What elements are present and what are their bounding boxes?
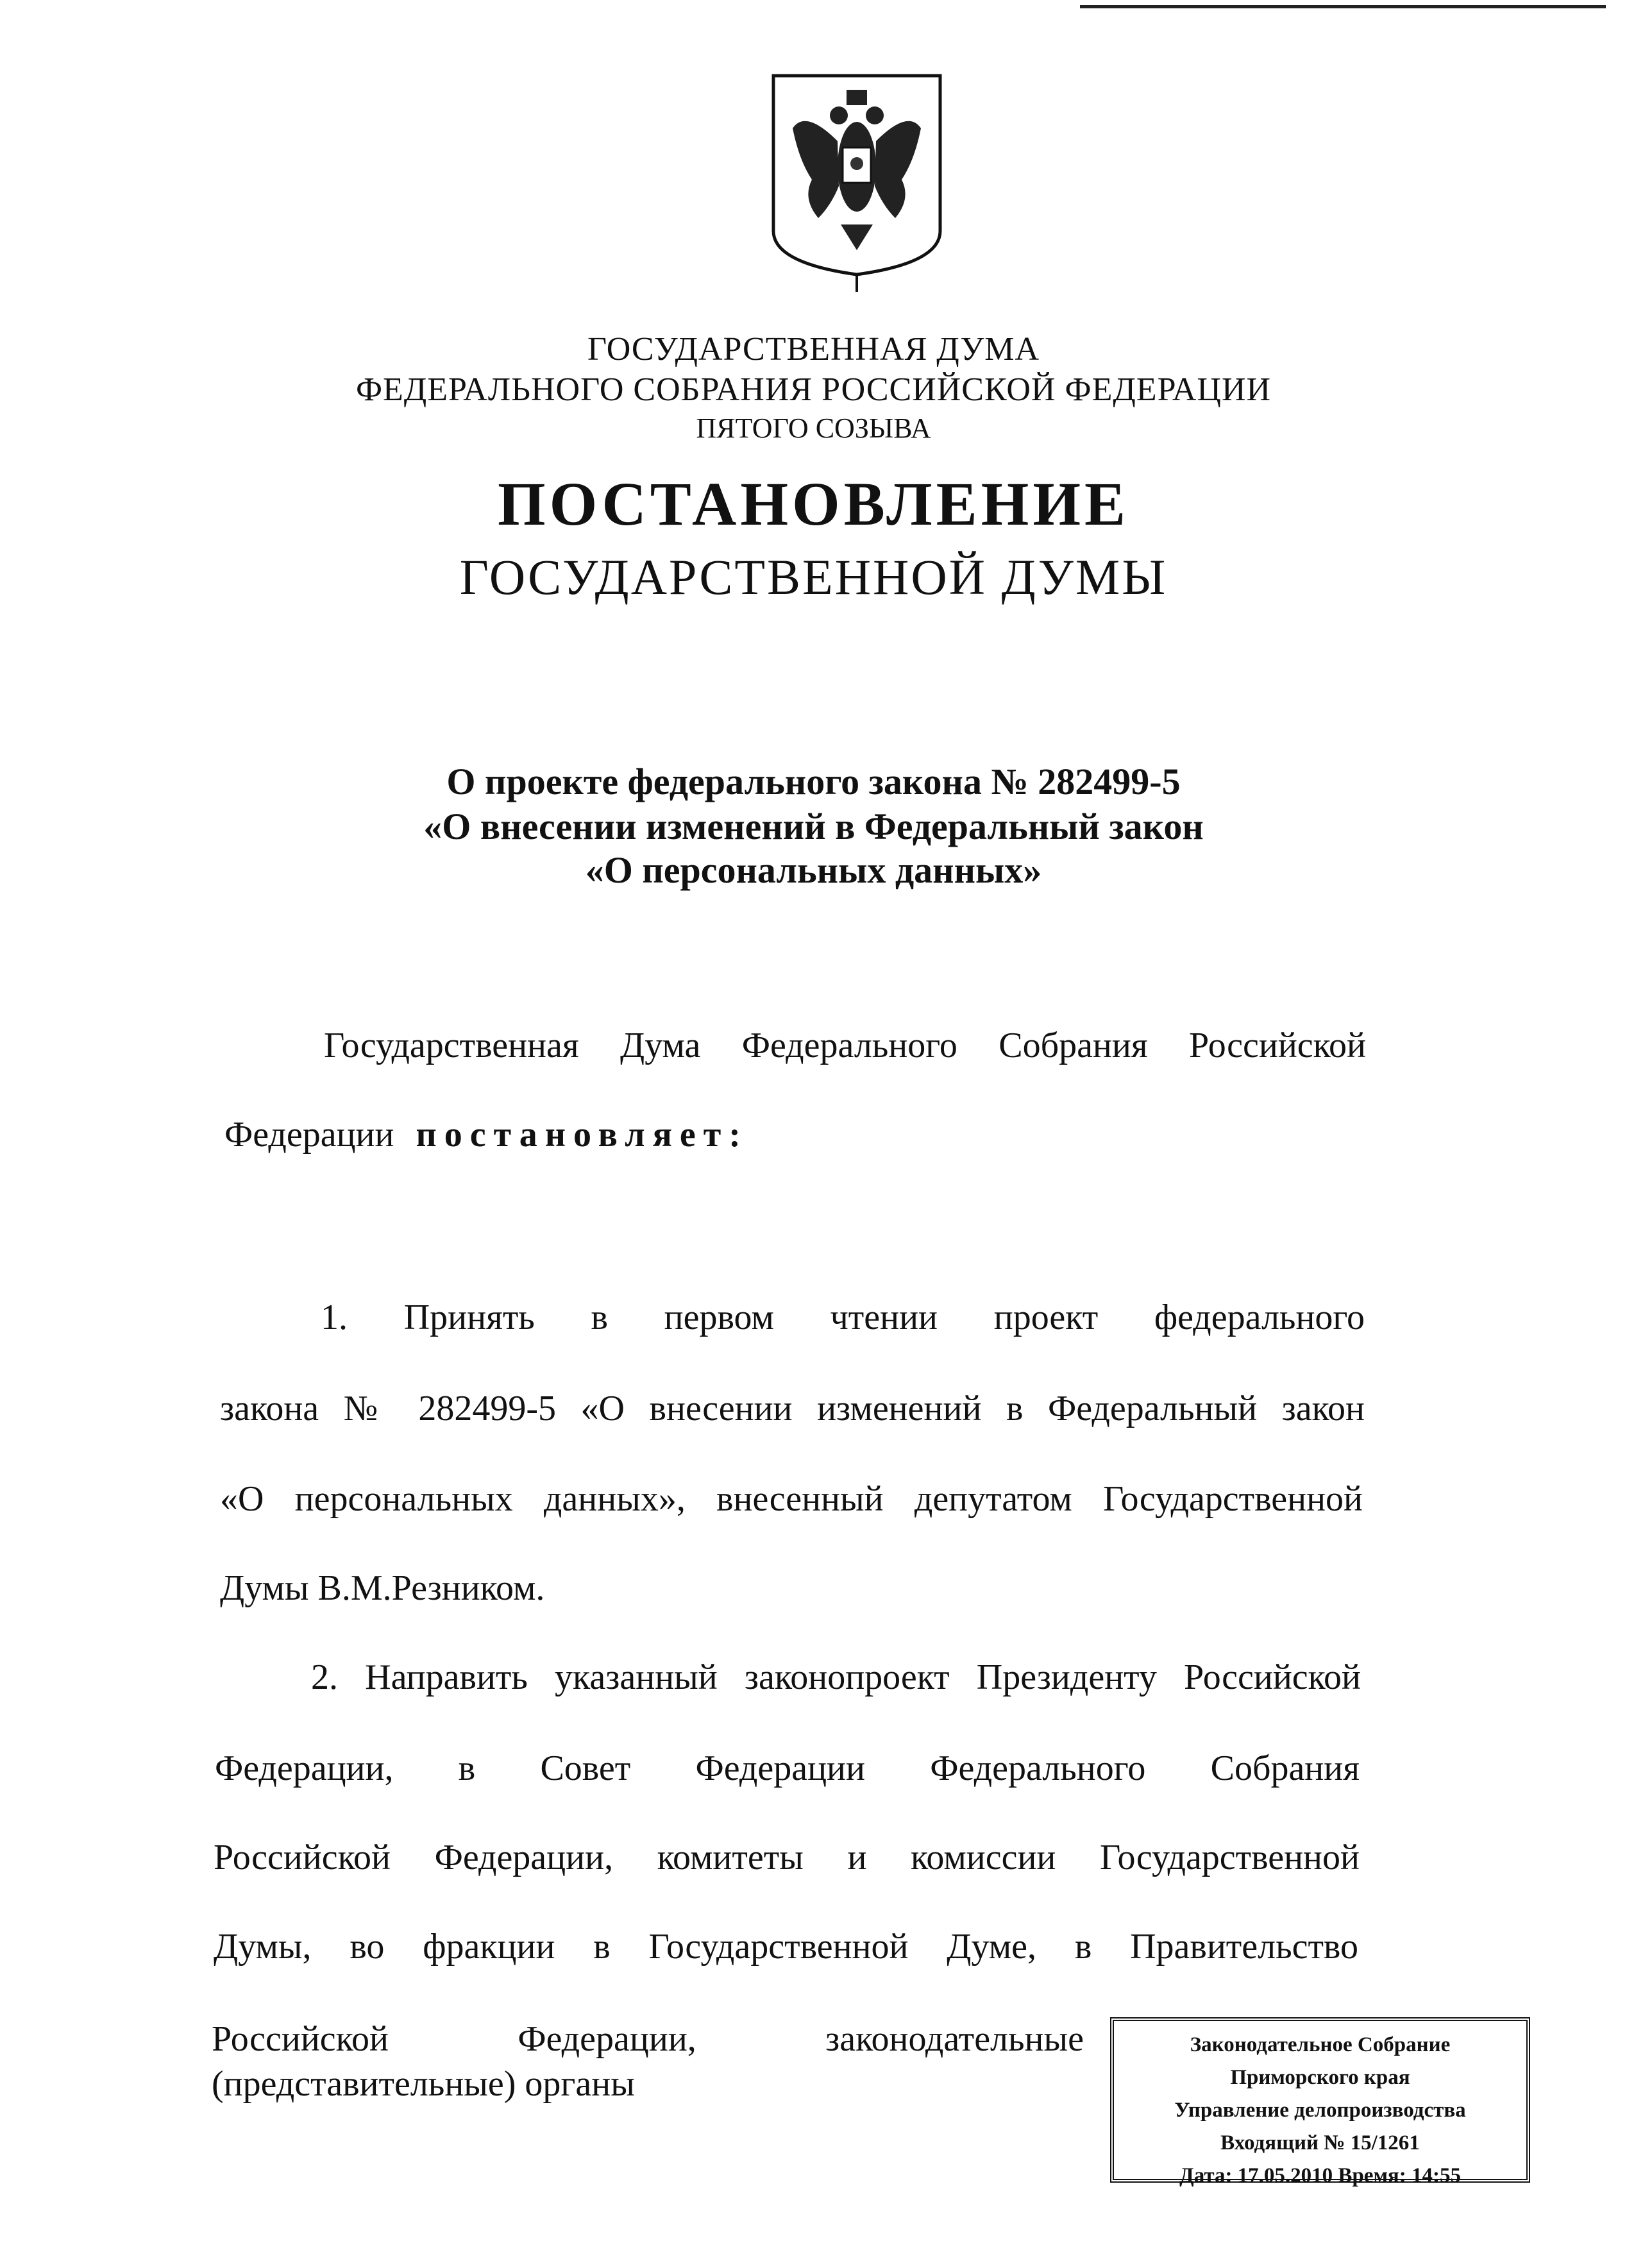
paragraph-2-line: Думы, во фракции в Государственной Думе, в Правительство	[214, 1927, 1358, 1967]
intro-line-2	[224, 1112, 748, 1157]
stamp-department: Управление делопроизводства	[1174, 2099, 1466, 2122]
intro-resolves: постановляет:	[416, 1115, 748, 1155]
header-line-2: ФЕДЕРАЛЬНОГО СОБРАНИЯ РОССИЙСКОЙ ФЕДЕРАЦИИ	[355, 371, 1272, 408]
intro-federation: Федерации	[224, 1115, 394, 1155]
subject-line-1: О проекте федерального закона № 282499-5	[446, 761, 1181, 802]
paragraph-1-line: Думы В.М.Резником.	[220, 1568, 545, 1608]
document-type-title: ПОСТАНОВЛЕНИЕ	[497, 470, 1130, 538]
incoming-registration-stamp	[1110, 2017, 1530, 2187]
document-type-subtitle: ГОСУДАРСТВЕННОЙ ДУМЫ	[459, 549, 1168, 605]
paragraph-2-line: Российской Федерации, законодательные (представительные) органы	[212, 2019, 1084, 2104]
paragraph-1-line: 1. Принять в первом чтении проект федерального	[321, 1298, 1365, 1337]
paragraph-2-line: Федерации, в Совет Федерации Федерального Собрания	[215, 1748, 1360, 1788]
paragraph-2-line: Российской Федерации, комитеты и комиссии Государственной	[214, 1838, 1360, 1877]
paragraph-1-line: закона № 282499-5 «О внесении изменений в Федеральный закон	[220, 1389, 1365, 1428]
subject-line-2: «О внесении изменений в Федеральный закон	[423, 806, 1204, 847]
paragraph-2-line: 2. Направить указанный законопроект Президенту Российской	[311, 1657, 1361, 1697]
stamp-organization: Законодательное Собрание	[1190, 2033, 1451, 2056]
paragraph-1-line: «О персональных данных», внесенный депутатом Государственной	[220, 1479, 1363, 1519]
stamp-incoming-number: Входящий № 15/1261	[1220, 2131, 1420, 2154]
header-line-3: ПЯТОГО СОЗЫВА	[696, 412, 931, 444]
top-rule	[1080, 5, 1606, 8]
coat-of-arms-emblem	[767, 71, 947, 292]
stamp-date-time: Дата: 17.05.2010 Время: 14:55	[1179, 2164, 1462, 2187]
stamp-region: Приморского края	[1230, 2066, 1410, 2089]
header-line-1: ГОСУДАРСТВЕННАЯ ДУМА	[587, 331, 1040, 368]
subject-line-3: «О персональных данных»	[585, 849, 1042, 891]
intro-line-1: Государственная Дума Федерального Собрания Российской	[324, 1026, 1366, 1065]
